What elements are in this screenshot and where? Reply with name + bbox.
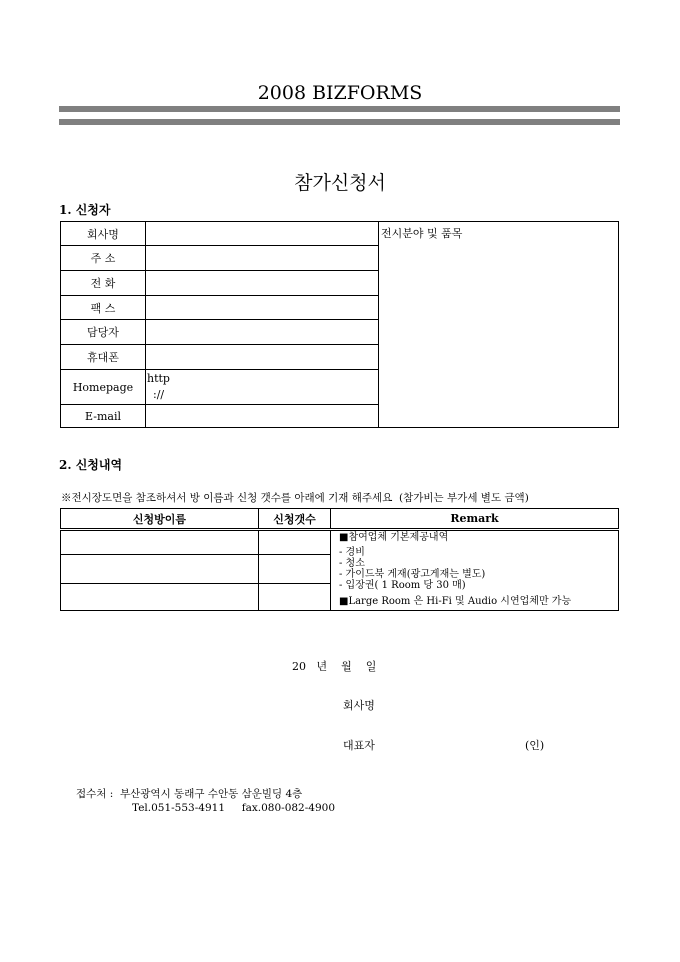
- seal-mark: (인): [525, 739, 545, 752]
- remark-footer: ■Large Room 은 Hi-Fi 및 Audio 시연업체만 가능: [339, 596, 572, 607]
- address-input[interactable]: [146, 246, 379, 271]
- label-email: E-mail: [61, 405, 146, 428]
- remark-item: - 경비: [339, 547, 365, 558]
- room-name-input[interactable]: [61, 584, 259, 611]
- signature-company: 회사명: [343, 699, 375, 712]
- application-table: [60, 508, 619, 611]
- email-input[interactable]: [146, 405, 379, 428]
- section2-heading: 2. 신청내역: [59, 458, 123, 472]
- contact-block: [76, 786, 302, 801]
- exhibit-label: 전시분야 및 품목: [381, 227, 463, 240]
- company-input[interactable]: [146, 222, 379, 246]
- room-name-input[interactable]: [61, 530, 259, 555]
- header-title: 2008 BIZFORMS: [257, 82, 423, 104]
- mobile-input[interactable]: [146, 345, 379, 370]
- contact-fax: fax.080-082-4900: [241, 802, 336, 814]
- homepage-sep: ://: [153, 388, 165, 401]
- remark-item: - 입장권( 1 Room 당 30 매): [339, 580, 466, 591]
- section1-heading: 1. 신청자: [59, 203, 111, 217]
- label-address: 주 소: [61, 246, 146, 271]
- applicant-table: [60, 221, 619, 428]
- label-phone: 전 화: [61, 271, 146, 296]
- count-input[interactable]: [259, 584, 331, 611]
- contact-label: 접수처 :: [76, 788, 114, 800]
- col-room-name: 신청방이름: [61, 509, 259, 530]
- header-rule: [59, 119, 620, 125]
- label-fax: 팩 스: [61, 296, 146, 320]
- contact-numbers: [132, 802, 335, 814]
- label-mobile: 휴대폰: [61, 345, 146, 370]
- exhibit-field[interactable]: [379, 222, 619, 428]
- fax-input[interactable]: [146, 296, 379, 320]
- label-contact-person: 담당자: [61, 320, 146, 345]
- homepage-input[interactable]: [146, 370, 379, 405]
- signature-rep: 대표자: [343, 739, 375, 752]
- remark-item: - 가이드북 게재(광고게재는 별도): [339, 569, 486, 580]
- contact-address: 부산광역시 동래구 수안동 삼운빌딩 4층: [120, 788, 303, 800]
- room-name-input[interactable]: [61, 555, 259, 584]
- form-title: 참가신청서: [294, 172, 386, 194]
- count-input[interactable]: [259, 530, 331, 555]
- label-company: 회사명: [61, 222, 146, 246]
- header-rule: [59, 106, 620, 112]
- contact-person-input[interactable]: [146, 320, 379, 345]
- count-input[interactable]: [259, 555, 331, 584]
- homepage-prefix: http: [147, 372, 170, 385]
- col-count: 신청갯수: [259, 509, 331, 530]
- remark-cell: [331, 530, 619, 611]
- remark-item: - 청소: [339, 558, 365, 569]
- phone-input[interactable]: [146, 271, 379, 296]
- section2-note: ※전시장도면을 참조하셔서 방 이름과 신청 갯수를 아래에 기재 해주세요 (참가비는 부가세 별도 금액): [61, 492, 529, 504]
- remark-title: ■참여업체 기본제공내역: [339, 532, 449, 543]
- date-line: 20 년 월 일: [292, 660, 377, 673]
- col-remark: Remark: [331, 509, 619, 530]
- contact-phone: Tel.051-553-4911: [132, 802, 225, 814]
- label-homepage: Homepage: [61, 370, 146, 405]
